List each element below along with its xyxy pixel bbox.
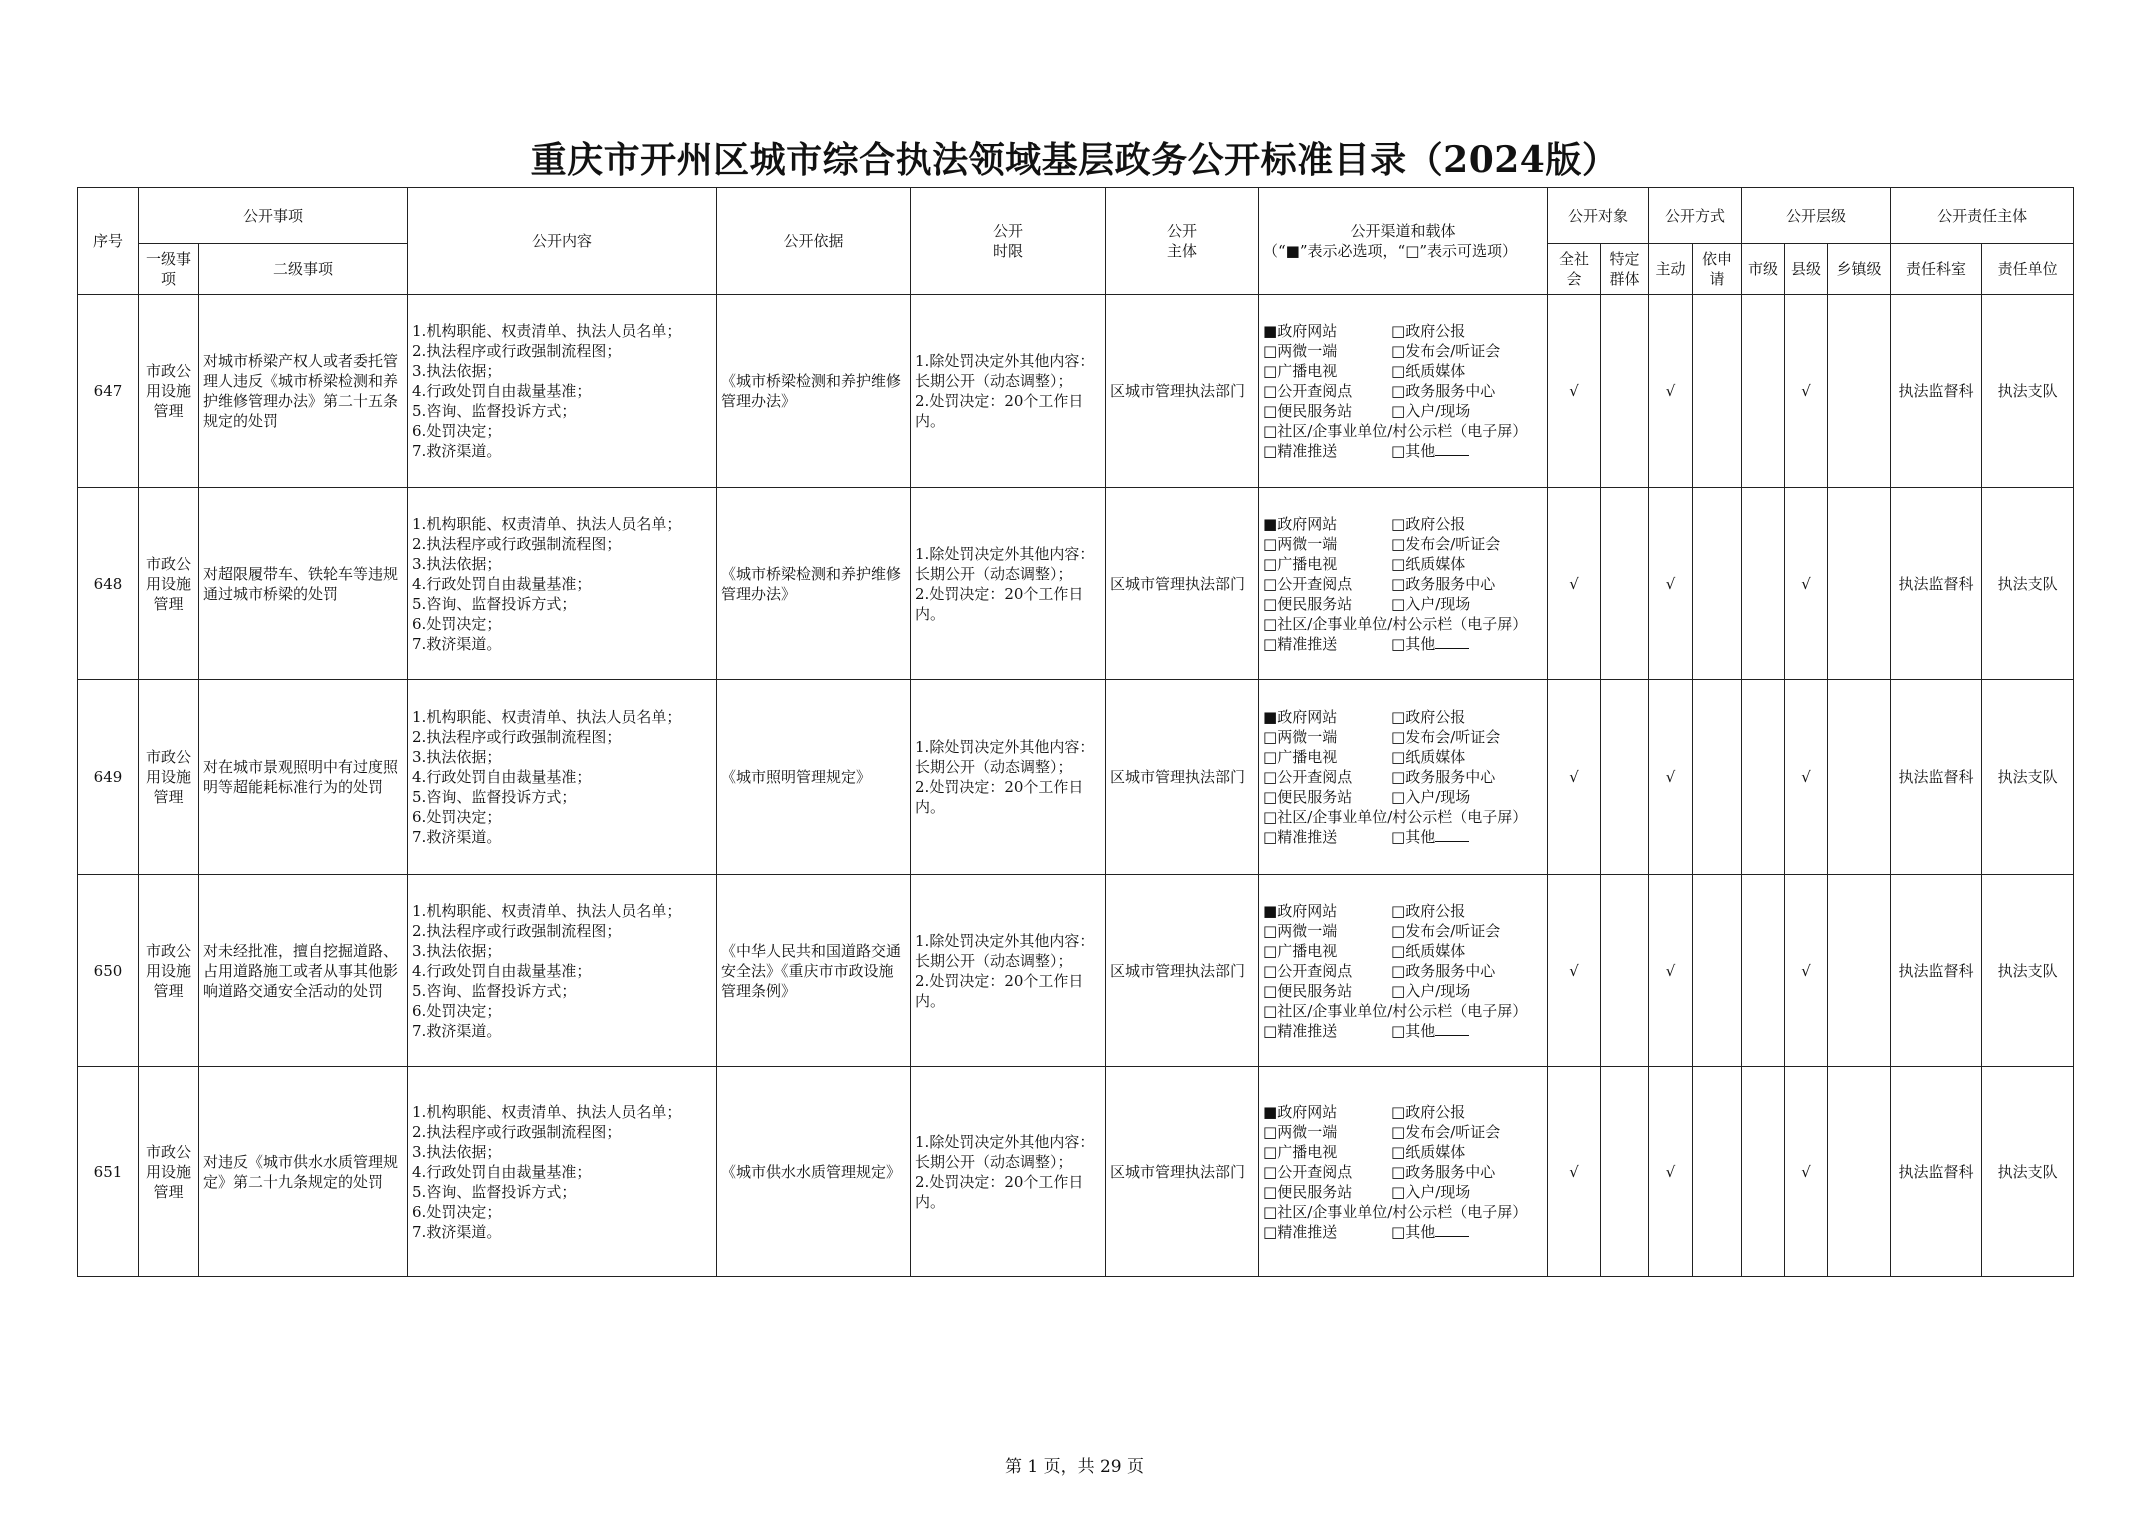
- content-line: 7.救济渠道。: [412, 634, 502, 653]
- header-method-apply: 依申请: [1693, 244, 1742, 295]
- target-all-cell: √: [1548, 1067, 1601, 1277]
- method-apply-cell: [1693, 875, 1742, 1067]
- channel-option-row: [1263, 1122, 1543, 1142]
- method-active-cell: √: [1649, 680, 1693, 875]
- time-limit-cell: [911, 680, 1106, 875]
- target-specific-cell: [1601, 488, 1649, 680]
- channel-option-row: [1263, 554, 1543, 574]
- seq-cell: 651: [78, 1067, 139, 1277]
- channel-option-row: [1263, 787, 1543, 807]
- channel-option: □两微一端: [1263, 534, 1338, 553]
- header-channel-title: 公开渠道和载体: [1350, 222, 1456, 240]
- document-title: 重庆市开州区城市综合执法领域基层政务公开标准目录（2024版）: [530, 139, 1619, 181]
- channel-option: □政府公报: [1391, 901, 1466, 920]
- target-specific-cell: [1601, 295, 1649, 488]
- time-limit-line: 2.处罚决定：20个工作日内。: [915, 392, 1084, 430]
- table-body: [78, 295, 2074, 1277]
- target-specific-cell: [1601, 1067, 1649, 1277]
- channel-option-row: [1263, 921, 1543, 941]
- channel-option: □便民服务站: [1263, 788, 1353, 806]
- channel-option: □纸质媒体: [1391, 554, 1466, 573]
- method-active-cell: √: [1649, 295, 1693, 488]
- subject-cell: 区城市管理执法部门: [1106, 1067, 1259, 1277]
- time-limit-cell: [911, 875, 1106, 1067]
- channel-option: □政务服务中心: [1391, 768, 1496, 786]
- target-all-cell: √: [1548, 680, 1601, 875]
- target-specific-cell: [1601, 680, 1649, 875]
- channel-option: □发布会/听证会: [1391, 534, 1501, 553]
- subject-cell: 区城市管理执法部门: [1106, 488, 1259, 680]
- level2-cell: 对城市桥梁产权人或者委托管理人违反《城市桥梁检测和养护维修管理办法》第二十五条规定的处罚: [199, 295, 408, 488]
- content-line: 7.救济渠道。: [412, 1021, 502, 1040]
- header-target-group: 公开对象: [1548, 188, 1649, 244]
- blank-underline: [1435, 441, 1469, 456]
- channel-option-row: [1263, 1182, 1543, 1202]
- blank-underline: [1435, 634, 1469, 649]
- content-line: 2.执法程序或行政强制流程图；: [412, 534, 622, 553]
- content-line: 2.执法程序或行政强制流程图；: [412, 728, 622, 746]
- blank-underline: [1435, 827, 1469, 842]
- channel-option-row: [1263, 441, 1543, 461]
- channel-option: □两微一端: [1263, 342, 1338, 360]
- content-line: 6.处罚决定；: [412, 1001, 502, 1020]
- channel-option-row: [1263, 961, 1543, 981]
- time-limit-cell: [911, 295, 1106, 488]
- channel-option: □纸质媒体: [1391, 748, 1466, 766]
- basis-cell: 《城市供水水质管理规定》: [717, 1067, 911, 1277]
- channel-option: □广播电视: [1263, 941, 1338, 960]
- level-city-cell: [1742, 680, 1785, 875]
- header-target-specific: 特定群体: [1601, 244, 1649, 295]
- content-line: 7.救济渠道。: [412, 1222, 502, 1241]
- target-all-cell: √: [1548, 295, 1601, 488]
- method-apply-cell: [1693, 1067, 1742, 1277]
- channel-option: □便民服务站: [1263, 594, 1353, 613]
- channel-option: ■政府网站: [1263, 322, 1338, 340]
- channel-option: □入户/现场: [1391, 981, 1471, 1000]
- channel-option-row: [1263, 341, 1543, 361]
- header-content: 公开内容: [408, 188, 717, 295]
- channel-option: □精准推送: [1263, 634, 1338, 653]
- header-method-group: 公开方式: [1649, 188, 1742, 244]
- table-row: [78, 295, 2074, 488]
- header-level-group: 公开层级: [1742, 188, 1891, 244]
- channel-option: □精准推送: [1263, 828, 1338, 846]
- content-line: 5.咨询、监督投诉方式；: [412, 788, 577, 806]
- channel-option: ■政府网站: [1263, 1102, 1338, 1121]
- channel-option: □便民服务站: [1263, 1182, 1353, 1201]
- level2-cell: 对在城市景观照明中有过度照明等超能耗标准行为的处罚: [199, 680, 408, 875]
- header-level-town: 乡镇级: [1828, 244, 1891, 295]
- channel-option: □两微一端: [1263, 921, 1338, 940]
- channel-option: ■政府网站: [1263, 514, 1338, 533]
- channel-option: □广播电视: [1263, 748, 1338, 766]
- seq-cell: 647: [78, 295, 139, 488]
- channel-option: □发布会/听证会: [1391, 1122, 1501, 1141]
- content-line: 1.机构职能、权责清单、执法人员名单；: [412, 322, 682, 340]
- content-line: 4.行政处罚自由裁量基准；: [412, 961, 592, 980]
- channel-option: □公开查阅点: [1263, 961, 1353, 980]
- time-limit-line: 1.除处罚决定外其他内容：长期公开（动态调整）；: [915, 352, 1095, 390]
- target-all-cell: √: [1548, 488, 1601, 680]
- channel-option: □社区/企事业单位/村公示栏（电子屏）: [1263, 422, 1528, 440]
- subject-cell: 区城市管理执法部门: [1106, 875, 1259, 1067]
- level-city-cell: [1742, 295, 1785, 488]
- time-limit-line: 2.处罚决定：20个工作日内。: [915, 584, 1084, 623]
- level2-cell: 对超限履带车、铁轮车等违规通过城市桥梁的处罚: [199, 488, 408, 680]
- level-city-cell: [1742, 1067, 1785, 1277]
- level-county-cell: √: [1785, 875, 1828, 1067]
- header-target-all: 全社会: [1548, 244, 1601, 295]
- method-apply-cell: [1693, 488, 1742, 680]
- header-basis: 公开依据: [717, 188, 911, 295]
- level-town-cell: [1828, 295, 1891, 488]
- channel-option: □纸质媒体: [1391, 941, 1466, 960]
- level1-cell: 市政公用设施管理: [139, 875, 199, 1067]
- time-limit-line: 2.处罚决定：20个工作日内。: [915, 1172, 1084, 1211]
- time-limit-line: 1.除处罚决定外其他内容：长期公开（动态调整）；: [915, 1132, 1095, 1171]
- seq-cell: 649: [78, 680, 139, 875]
- channel-option-row: [1263, 574, 1543, 594]
- channel-option: □精准推送: [1263, 1222, 1338, 1241]
- header-seq: 序号: [78, 188, 139, 295]
- content-cell: [408, 1067, 717, 1277]
- content-line: 4.行政处罚自由裁量基准；: [412, 382, 592, 400]
- level-city-cell: [1742, 488, 1785, 680]
- channel-option-row: [1263, 381, 1543, 401]
- channel-cell: [1259, 1067, 1548, 1277]
- channel-option: □发布会/听证会: [1391, 728, 1501, 746]
- channel-option: □政务服务中心: [1391, 382, 1496, 400]
- channel-option: □纸质媒体: [1391, 1142, 1466, 1161]
- level-county-cell: √: [1785, 295, 1828, 488]
- channel-option-row: [1263, 321, 1543, 341]
- blank-underline: [1435, 1021, 1469, 1036]
- time-limit-line: 2.处罚决定：20个工作日内。: [915, 971, 1084, 1010]
- subject-cell: 区城市管理执法部门: [1106, 295, 1259, 488]
- content-line: 2.执法程序或行政强制流程图；: [412, 921, 622, 940]
- level1-cell: 市政公用设施管理: [139, 680, 199, 875]
- channel-option: □社区/企事业单位/村公示栏（电子屏）: [1263, 1202, 1528, 1221]
- channel-option: □其他: [1391, 1021, 1436, 1040]
- resp-dept-cell: 执法监督科: [1891, 488, 1982, 680]
- header-channel: [1259, 188, 1548, 295]
- channel-option: □政务服务中心: [1391, 1162, 1496, 1181]
- time-limit-line: 2.处罚决定：20个工作日内。: [915, 778, 1084, 816]
- resp-dept-cell: 执法监督科: [1891, 1067, 1982, 1277]
- channel-cell: [1259, 295, 1548, 488]
- channel-option: □政府公报: [1391, 708, 1466, 726]
- channel-option: □精准推送: [1263, 442, 1338, 460]
- header-channel-note: （“■”表示必选项，“□”表示可选项）: [1263, 242, 1518, 260]
- method-active-cell: √: [1649, 875, 1693, 1067]
- method-active-cell: √: [1649, 488, 1693, 680]
- level-county-cell: √: [1785, 680, 1828, 875]
- channel-option: □政务服务中心: [1391, 961, 1496, 980]
- channel-option: □政府公报: [1391, 1102, 1466, 1121]
- content-line: 5.咨询、监督投诉方式；: [412, 981, 577, 1000]
- header-subject: 公开 主体: [1106, 188, 1259, 295]
- level1-cell: 市政公用设施管理: [139, 1067, 199, 1277]
- channel-option: □其他: [1391, 1222, 1436, 1241]
- channel-option-row: [1263, 807, 1543, 827]
- channel-option: □社区/企事业单位/村公示栏（电子屏）: [1263, 614, 1528, 633]
- channel-option: □政府公报: [1391, 322, 1466, 340]
- channel-option: □广播电视: [1263, 1142, 1338, 1161]
- channel-option: □社区/企事业单位/村公示栏（电子屏）: [1263, 808, 1528, 826]
- channel-cell: [1259, 680, 1548, 875]
- channel-option: □广播电视: [1263, 554, 1338, 573]
- channel-cell: [1259, 875, 1548, 1067]
- channel-option-row: [1263, 594, 1543, 614]
- channel-option: □其他: [1391, 442, 1436, 460]
- content-cell: [408, 488, 717, 680]
- channel-option-row: [1263, 1021, 1543, 1041]
- channel-option-row: [1263, 514, 1543, 534]
- channel-option: □其他: [1391, 634, 1436, 653]
- header-level-county: 县级: [1785, 244, 1828, 295]
- channel-option: □便民服务站: [1263, 981, 1353, 1000]
- channel-option-row: [1263, 981, 1543, 1001]
- channel-option: □入户/现场: [1391, 594, 1471, 613]
- content-line: 2.执法程序或行政强制流程图；: [412, 1122, 622, 1141]
- channel-option: □政府公报: [1391, 514, 1466, 533]
- blank-underline: [1435, 1222, 1469, 1237]
- basis-cell: 《城市桥梁检测和养护维修管理办法》: [717, 488, 911, 680]
- header-level-city: 市级: [1742, 244, 1785, 295]
- level-town-cell: [1828, 680, 1891, 875]
- content-line: 6.处罚决定；: [412, 1202, 502, 1221]
- channel-option-row: [1263, 707, 1543, 727]
- content-line: 1.机构职能、权责清单、执法人员名单；: [412, 1102, 682, 1121]
- channel-option-row: [1263, 421, 1543, 441]
- channel-option: □入户/现场: [1391, 1182, 1471, 1201]
- content-cell: [408, 680, 717, 875]
- channel-option-row: [1263, 1162, 1543, 1182]
- resp-dept-cell: 执法监督科: [1891, 875, 1982, 1067]
- target-specific-cell: [1601, 875, 1649, 1067]
- content-line: 1.机构职能、权责清单、执法人员名单；: [412, 708, 682, 726]
- channel-option: ■政府网站: [1263, 708, 1338, 726]
- content-line: 3.执法依据；: [412, 748, 502, 766]
- level-city-cell: [1742, 875, 1785, 1067]
- channel-option: □政务服务中心: [1391, 574, 1496, 593]
- content-line: 6.处罚决定；: [412, 422, 502, 440]
- resp-unit-cell: 执法支队: [1982, 488, 2074, 680]
- level2-cell: 对未经批准，擅自挖掘道路、占用道路施工或者从事其他影响道路交通安全活动的处罚: [199, 875, 408, 1067]
- resp-unit-cell: 执法支队: [1982, 875, 2074, 1067]
- channel-option: □纸质媒体: [1391, 362, 1466, 380]
- channel-option-row: [1263, 827, 1543, 847]
- content-line: 3.执法依据；: [412, 554, 502, 573]
- channel-option: □公开查阅点: [1263, 768, 1353, 786]
- table-row: [78, 680, 2074, 875]
- time-limit-line: 1.除处罚决定外其他内容：长期公开（动态调整）；: [915, 738, 1095, 776]
- header-resp-dept: 责任科室: [1891, 244, 1982, 295]
- channel-option-row: [1263, 614, 1543, 634]
- table-row: [78, 875, 2074, 1067]
- channel-option-row: [1263, 361, 1543, 381]
- channel-option: □公开查阅点: [1263, 1162, 1353, 1181]
- content-line: 5.咨询、监督投诉方式；: [412, 402, 577, 420]
- level1-cell: 市政公用设施管理: [139, 488, 199, 680]
- content-line: 1.机构职能、权责清单、执法人员名单；: [412, 901, 682, 920]
- level-county-cell: √: [1785, 1067, 1828, 1277]
- content-line: 2.执法程序或行政强制流程图；: [412, 342, 622, 360]
- method-apply-cell: [1693, 295, 1742, 488]
- channel-option-row: [1263, 401, 1543, 421]
- channel-option-row: [1263, 727, 1543, 747]
- time-limit-cell: [911, 1067, 1106, 1277]
- level2-cell: 对违反《城市供水水质管理规定》第二十九条规定的处罚: [199, 1067, 408, 1277]
- channel-option-row: [1263, 747, 1543, 767]
- channel-option: □便民服务站: [1263, 402, 1353, 420]
- channel-option-row: [1263, 1222, 1543, 1242]
- channel-option: □公开查阅点: [1263, 382, 1353, 400]
- method-apply-cell: [1693, 680, 1742, 875]
- channel-option: □社区/企事业单位/村公示栏（电子屏）: [1263, 1001, 1528, 1020]
- level-town-cell: [1828, 875, 1891, 1067]
- channel-option-row: [1263, 1142, 1543, 1162]
- content-line: 4.行政处罚自由裁量基准；: [412, 768, 592, 786]
- content-line: 4.行政处罚自由裁量基准；: [412, 574, 592, 593]
- content-line: 3.执法依据；: [412, 1142, 502, 1161]
- content-line: 3.执法依据；: [412, 362, 502, 380]
- level-town-cell: [1828, 488, 1891, 680]
- basis-cell: 《城市照明管理规定》: [717, 680, 911, 875]
- resp-unit-cell: 执法支队: [1982, 1067, 2074, 1277]
- catalog-table: [77, 187, 2074, 1277]
- content-line: 5.咨询、监督投诉方式；: [412, 594, 577, 613]
- content-line: 7.救济渠道。: [412, 828, 502, 846]
- basis-cell: 《中华人民共和国道路交通安全法》《重庆市市政设施管理条例》: [717, 875, 911, 1067]
- channel-option: □公开查阅点: [1263, 574, 1353, 593]
- channel-option: □其他: [1391, 828, 1436, 846]
- content-line: 7.救济渠道。: [412, 442, 502, 460]
- resp-dept-cell: 执法监督科: [1891, 295, 1982, 488]
- content-cell: [408, 875, 717, 1067]
- seq-cell: 648: [78, 488, 139, 680]
- channel-option-row: [1263, 767, 1543, 787]
- page-footer: 第 1 页，共 29 页: [1004, 1457, 1145, 1477]
- resp-unit-cell: 执法支队: [1982, 680, 2074, 875]
- resp-unit-cell: 执法支队: [1982, 295, 2074, 488]
- content-line: 4.行政处罚自由裁量基准；: [412, 1162, 592, 1181]
- channel-option: □广播电视: [1263, 362, 1338, 380]
- content-line: 3.执法依据；: [412, 941, 502, 960]
- channel-option: □入户/现场: [1391, 788, 1471, 806]
- level-town-cell: [1828, 1067, 1891, 1277]
- channel-cell: [1259, 488, 1548, 680]
- basis-cell: 《城市桥梁检测和养护维修管理办法》: [717, 295, 911, 488]
- content-line: 1.机构职能、权责清单、执法人员名单；: [412, 514, 682, 533]
- channel-option-row: [1263, 1001, 1543, 1021]
- channel-option-row: [1263, 534, 1543, 554]
- channel-option: □两微一端: [1263, 728, 1338, 746]
- channel-option-row: [1263, 1102, 1543, 1122]
- time-limit-line: 1.除处罚决定外其他内容：长期公开（动态调整）；: [915, 544, 1095, 583]
- content-line: 6.处罚决定；: [412, 808, 502, 826]
- content-cell: [408, 295, 717, 488]
- channel-option: □发布会/听证会: [1391, 342, 1501, 360]
- channel-option: ■政府网站: [1263, 901, 1338, 920]
- seq-cell: 650: [78, 875, 139, 1067]
- channel-option: □发布会/听证会: [1391, 921, 1501, 940]
- time-limit-line: 1.除处罚决定外其他内容：长期公开（动态调整）；: [915, 931, 1095, 970]
- time-limit-cell: [911, 488, 1106, 680]
- target-all-cell: √: [1548, 875, 1601, 1067]
- channel-option: □入户/现场: [1391, 402, 1471, 420]
- channel-option: □两微一端: [1263, 1122, 1338, 1141]
- header-method-active: 主动: [1649, 244, 1693, 295]
- header-level2: 二级事项: [199, 244, 408, 295]
- subject-cell: 区城市管理执法部门: [1106, 680, 1259, 875]
- channel-option-row: [1263, 1202, 1543, 1222]
- content-line: 5.咨询、监督投诉方式；: [412, 1182, 577, 1201]
- header-resp-group: 公开责任主体: [1891, 188, 2074, 244]
- channel-option-row: [1263, 634, 1543, 654]
- channel-option-row: [1263, 901, 1543, 921]
- resp-dept-cell: 执法监督科: [1891, 680, 1982, 875]
- table-row: [78, 488, 2074, 680]
- content-line: 6.处罚决定；: [412, 614, 502, 633]
- method-active-cell: √: [1649, 1067, 1693, 1277]
- level-county-cell: √: [1785, 488, 1828, 680]
- channel-option: □精准推送: [1263, 1021, 1338, 1040]
- header-resp-unit: 责任单位: [1982, 244, 2074, 295]
- header-item-group: 公开事项: [139, 188, 408, 244]
- channel-option-row: [1263, 941, 1543, 961]
- header-time-limit: 公开 时限: [911, 188, 1106, 295]
- table-row: [78, 1067, 2074, 1277]
- header-level1: 一级事项: [139, 244, 199, 295]
- level1-cell: 市政公用设施管理: [139, 295, 199, 488]
